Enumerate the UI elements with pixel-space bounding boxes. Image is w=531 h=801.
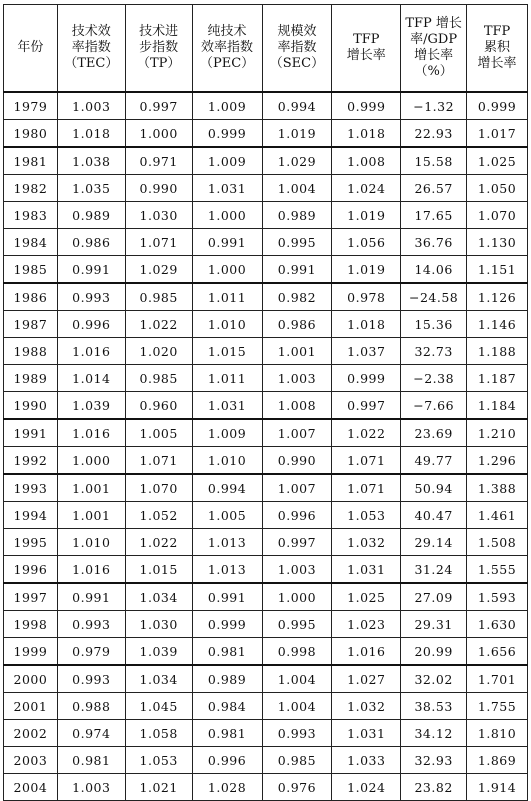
cell-tec: 1.003: [57, 774, 125, 801]
cell-pec: 1.028: [192, 774, 262, 801]
cell-pec: 0.999: [192, 120, 262, 148]
cell-tp: 1.053: [125, 747, 192, 774]
header-tec: 技术效 率指数 （TEC）: [57, 5, 125, 93]
cell-tec: 0.996: [57, 311, 125, 338]
cell-tp: 1.022: [125, 529, 192, 556]
header-tp: 技术进 步指数 （TP）: [125, 5, 192, 93]
cell-tfp-gdp-ratio: 14.06: [401, 256, 467, 284]
tfp-table: [3, 4, 528, 801]
table-row: [4, 283, 528, 311]
cell-tp: 0.971: [125, 147, 192, 175]
cell-tfp-growth: 1.025: [332, 583, 401, 611]
cell-sec: 0.997: [262, 529, 332, 556]
cell-tfp-cumulative: 1.656: [467, 638, 528, 666]
cell-tp: 1.070: [125, 474, 192, 502]
cell-tp: 1.022: [125, 311, 192, 338]
cell-tfp-growth: 1.032: [332, 529, 401, 556]
cell-year: 1981: [4, 147, 58, 175]
cell-tp: 1.000: [125, 120, 192, 148]
cell-tfp-gdp-ratio: 23.69: [401, 419, 467, 447]
header-sec: 规模效 率指数 （SEC）: [262, 5, 332, 93]
cell-pec: 0.996: [192, 747, 262, 774]
cell-sec: 0.996: [262, 502, 332, 529]
table-row: [4, 202, 528, 229]
cell-tp: 0.985: [125, 365, 192, 392]
cell-tfp-growth: 1.032: [332, 693, 401, 720]
cell-tp: 1.034: [125, 665, 192, 693]
cell-pec: 1.010: [192, 311, 262, 338]
cell-tfp-gdp-ratio: −24.58: [401, 283, 467, 311]
cell-sec: 0.982: [262, 283, 332, 311]
cell-tec: 0.991: [57, 583, 125, 611]
table-row: [4, 392, 528, 420]
cell-tec: 1.035: [57, 175, 125, 202]
cell-sec: 0.986: [262, 311, 332, 338]
cell-year: 1990: [4, 392, 58, 420]
cell-pec: 0.981: [192, 720, 262, 747]
cell-tfp-growth: 0.999: [332, 92, 401, 120]
cell-pec: 1.015: [192, 338, 262, 365]
cell-tfp-cumulative: 1.146: [467, 311, 528, 338]
cell-tec: 0.979: [57, 638, 125, 666]
cell-tfp-gdp-ratio: 32.73: [401, 338, 467, 365]
cell-sec: 0.990: [262, 447, 332, 475]
cell-tfp-gdp-ratio: 20.99: [401, 638, 467, 666]
cell-tec: 1.016: [57, 338, 125, 365]
cell-sec: 0.998: [262, 638, 332, 666]
cell-pec: 0.991: [192, 583, 262, 611]
cell-tfp-growth: 1.024: [332, 175, 401, 202]
cell-year: 2003: [4, 747, 58, 774]
cell-tfp-cumulative: 1.187: [467, 365, 528, 392]
cell-tec: 0.993: [57, 665, 125, 693]
cell-tfp-cumulative: 1.130: [467, 229, 528, 256]
cell-tfp-growth: 1.031: [332, 556, 401, 584]
table-row: [4, 229, 528, 256]
cell-sec: 1.004: [262, 175, 332, 202]
table-row: [4, 774, 528, 801]
cell-tp: 1.058: [125, 720, 192, 747]
cell-year: 1979: [4, 92, 58, 120]
cell-sec: 0.985: [262, 747, 332, 774]
cell-pec: 1.031: [192, 175, 262, 202]
cell-year: 1993: [4, 474, 58, 502]
cell-tfp-growth: 1.027: [332, 665, 401, 693]
cell-tfp-gdp-ratio: 34.12: [401, 720, 467, 747]
cell-tec: 1.018: [57, 120, 125, 148]
cell-tp: 1.030: [125, 611, 192, 638]
cell-tfp-cumulative: 1.461: [467, 502, 528, 529]
table-row: [4, 338, 528, 365]
cell-tfp-growth: 1.037: [332, 338, 401, 365]
cell-year: 2000: [4, 665, 58, 693]
cell-sec: 0.976: [262, 774, 332, 801]
cell-tfp-growth: 1.053: [332, 502, 401, 529]
cell-tp: 0.985: [125, 283, 192, 311]
cell-tfp-cumulative: 1.050: [467, 175, 528, 202]
cell-tec: 1.038: [57, 147, 125, 175]
cell-year: 1998: [4, 611, 58, 638]
table-row: [4, 447, 528, 475]
cell-tfp-cumulative: 1.151: [467, 256, 528, 284]
cell-year: 1995: [4, 529, 58, 556]
cell-tfp-growth: 1.031: [332, 720, 401, 747]
cell-tfp-gdp-ratio: 26.57: [401, 175, 467, 202]
cell-tfp-growth: 1.008: [332, 147, 401, 175]
cell-tp: 1.030: [125, 202, 192, 229]
cell-tfp-growth: 1.019: [332, 256, 401, 284]
cell-tec: 1.016: [57, 419, 125, 447]
cell-tp: 1.045: [125, 693, 192, 720]
cell-pec: 1.009: [192, 92, 262, 120]
cell-tfp-growth: 0.997: [332, 392, 401, 420]
cell-tp: 1.015: [125, 556, 192, 584]
cell-tfp-growth: 1.019: [332, 202, 401, 229]
cell-tfp-growth: 1.024: [332, 774, 401, 801]
cell-tp: 1.052: [125, 502, 192, 529]
cell-sec: 1.007: [262, 419, 332, 447]
cell-year: 1988: [4, 338, 58, 365]
cell-tfp-cumulative: 1.017: [467, 120, 528, 148]
cell-sec: 1.003: [262, 556, 332, 584]
cell-tec: 0.986: [57, 229, 125, 256]
table-row: [4, 311, 528, 338]
cell-year: 1991: [4, 419, 58, 447]
cell-tfp-growth: 1.056: [332, 229, 401, 256]
table-row: [4, 665, 528, 693]
cell-tp: 0.997: [125, 92, 192, 120]
cell-tfp-cumulative: 1.188: [467, 338, 528, 365]
cell-tp: 1.005: [125, 419, 192, 447]
cell-pec: 0.989: [192, 665, 262, 693]
cell-pec: 1.031: [192, 392, 262, 420]
cell-year: 1987: [4, 311, 58, 338]
table-row: [4, 529, 528, 556]
cell-tfp-growth: 1.018: [332, 311, 401, 338]
cell-tfp-gdp-ratio: 15.36: [401, 311, 467, 338]
cell-tfp-cumulative: 0.999: [467, 92, 528, 120]
cell-tfp-gdp-ratio: 23.82: [401, 774, 467, 801]
cell-pec: 1.011: [192, 365, 262, 392]
cell-sec: 1.004: [262, 693, 332, 720]
table-row: [4, 92, 528, 120]
cell-tfp-cumulative: 1.630: [467, 611, 528, 638]
cell-tec: 1.016: [57, 556, 125, 584]
cell-sec: 0.995: [262, 229, 332, 256]
cell-tec: 1.000: [57, 447, 125, 475]
cell-tec: 0.989: [57, 202, 125, 229]
table-row: [4, 583, 528, 611]
cell-tec: 1.001: [57, 474, 125, 502]
cell-year: 2001: [4, 693, 58, 720]
cell-tfp-gdp-ratio: 49.77: [401, 447, 467, 475]
cell-year: 1989: [4, 365, 58, 392]
cell-tfp-growth: 0.999: [332, 365, 401, 392]
cell-sec: 1.000: [262, 583, 332, 611]
cell-year: 1985: [4, 256, 58, 284]
cell-tfp-cumulative: 1.508: [467, 529, 528, 556]
cell-tp: 1.039: [125, 638, 192, 666]
cell-tfp-cumulative: 1.184: [467, 392, 528, 420]
cell-tfp-gdp-ratio: 15.58: [401, 147, 467, 175]
cell-tec: 1.014: [57, 365, 125, 392]
cell-tfp-gdp-ratio: 22.93: [401, 120, 467, 148]
cell-tfp-cumulative: 1.701: [467, 665, 528, 693]
cell-tp: 1.071: [125, 447, 192, 475]
cell-year: 1982: [4, 175, 58, 202]
cell-sec: 0.989: [262, 202, 332, 229]
cell-tfp-gdp-ratio: −1.32: [401, 92, 467, 120]
cell-sec: 0.995: [262, 611, 332, 638]
cell-year: 1986: [4, 283, 58, 311]
cell-year: 1999: [4, 638, 58, 666]
table-row: [4, 556, 528, 584]
cell-pec: 1.013: [192, 529, 262, 556]
table-row: [4, 419, 528, 447]
cell-sec: 1.004: [262, 665, 332, 693]
cell-tfp-gdp-ratio: 31.24: [401, 556, 467, 584]
cell-sec: 1.008: [262, 392, 332, 420]
cell-sec: 1.001: [262, 338, 332, 365]
cell-pec: 1.009: [192, 419, 262, 447]
cell-tec: 0.991: [57, 256, 125, 284]
table-row: [4, 747, 528, 774]
cell-tec: 0.974: [57, 720, 125, 747]
cell-tfp-growth: 1.023: [332, 611, 401, 638]
cell-tec: 1.039: [57, 392, 125, 420]
cell-tp: 1.021: [125, 774, 192, 801]
cell-year: 1984: [4, 229, 58, 256]
cell-tfp-growth: 1.071: [332, 474, 401, 502]
header-row: [4, 5, 528, 93]
cell-pec: 1.010: [192, 447, 262, 475]
cell-pec: 1.005: [192, 502, 262, 529]
cell-tfp-cumulative: 1.126: [467, 283, 528, 311]
cell-pec: 0.991: [192, 229, 262, 256]
cell-tp: 0.990: [125, 175, 192, 202]
cell-sec: 1.019: [262, 120, 332, 148]
cell-year: 2002: [4, 720, 58, 747]
header-year: 年份: [4, 5, 58, 93]
cell-tfp-cumulative: 1.070: [467, 202, 528, 229]
table-body: [4, 92, 528, 801]
cell-tec: 0.993: [57, 611, 125, 638]
table-row: [4, 502, 528, 529]
cell-tfp-gdp-ratio: 17.65: [401, 202, 467, 229]
cell-sec: 0.993: [262, 720, 332, 747]
cell-tfp-gdp-ratio: 40.47: [401, 502, 467, 529]
cell-tfp-gdp-ratio: 29.31: [401, 611, 467, 638]
cell-tp: 1.020: [125, 338, 192, 365]
cell-pec: 1.000: [192, 202, 262, 229]
cell-tfp-gdp-ratio: 29.14: [401, 529, 467, 556]
cell-tfp-growth: 1.016: [332, 638, 401, 666]
cell-pec: 1.009: [192, 147, 262, 175]
cell-year: 1980: [4, 120, 58, 148]
cell-tp: 1.034: [125, 583, 192, 611]
cell-tfp-cumulative: 1.755: [467, 693, 528, 720]
cell-tfp-cumulative: 1.869: [467, 747, 528, 774]
cell-sec: 1.007: [262, 474, 332, 502]
table-row: [4, 256, 528, 284]
cell-tec: 1.010: [57, 529, 125, 556]
cell-pec: 0.994: [192, 474, 262, 502]
cell-pec: 1.013: [192, 556, 262, 584]
table-row: [4, 147, 528, 175]
cell-pec: 1.011: [192, 283, 262, 311]
cell-tec: 0.993: [57, 283, 125, 311]
cell-sec: 0.991: [262, 256, 332, 284]
table-row: [4, 720, 528, 747]
cell-tfp-cumulative: 1.555: [467, 556, 528, 584]
cell-year: 1997: [4, 583, 58, 611]
cell-sec: 1.003: [262, 365, 332, 392]
table-row: [4, 175, 528, 202]
cell-tp: 0.960: [125, 392, 192, 420]
cell-tec: 1.001: [57, 502, 125, 529]
cell-tp: 1.071: [125, 229, 192, 256]
cell-tfp-gdp-ratio: 38.53: [401, 693, 467, 720]
table-row: [4, 365, 528, 392]
cell-pec: 0.984: [192, 693, 262, 720]
cell-tfp-cumulative: 1.810: [467, 720, 528, 747]
cell-year: 1983: [4, 202, 58, 229]
cell-tec: 0.981: [57, 747, 125, 774]
cell-tfp-gdp-ratio: 50.94: [401, 474, 467, 502]
cell-tfp-gdp-ratio: −2.38: [401, 365, 467, 392]
cell-year: 1992: [4, 447, 58, 475]
header-pec: 纯技术 效率指数 （PEC）: [192, 5, 262, 93]
table-row: [4, 693, 528, 720]
cell-tfp-growth: 1.022: [332, 419, 401, 447]
cell-tfp-gdp-ratio: 36.76: [401, 229, 467, 256]
cell-pec: 1.000: [192, 256, 262, 284]
cell-year: 2004: [4, 774, 58, 801]
table-row: [4, 474, 528, 502]
cell-tfp-gdp-ratio: 32.93: [401, 747, 467, 774]
header-tfp-gdp-ratio: TFP 增长 率/GDP 增长率 （%）: [401, 5, 467, 93]
cell-tfp-cumulative: 1.388: [467, 474, 528, 502]
cell-tfp-cumulative: 1.210: [467, 419, 528, 447]
cell-pec: 0.981: [192, 638, 262, 666]
table-row: [4, 120, 528, 148]
cell-pec: 0.999: [192, 611, 262, 638]
cell-tfp-gdp-ratio: 32.02: [401, 665, 467, 693]
cell-tfp-cumulative: 1.914: [467, 774, 528, 801]
cell-tfp-cumulative: 1.025: [467, 147, 528, 175]
cell-year: 1996: [4, 556, 58, 584]
cell-tfp-cumulative: 1.593: [467, 583, 528, 611]
cell-sec: 1.029: [262, 147, 332, 175]
cell-sec: 0.994: [262, 92, 332, 120]
cell-tec: 0.988: [57, 693, 125, 720]
cell-tfp-cumulative: 1.296: [467, 447, 528, 475]
cell-tfp-growth: 1.018: [332, 120, 401, 148]
cell-tfp-growth: 1.033: [332, 747, 401, 774]
header-tfp-growth: TFP 增长率: [332, 5, 401, 93]
table-row: [4, 611, 528, 638]
header-tfp-cumulative: TFP 累积 增长率: [467, 5, 528, 93]
cell-tfp-growth: 0.978: [332, 283, 401, 311]
cell-tfp-gdp-ratio: −7.66: [401, 392, 467, 420]
cell-tec: 1.003: [57, 92, 125, 120]
table-row: [4, 638, 528, 666]
cell-tfp-growth: 1.071: [332, 447, 401, 475]
cell-tp: 1.029: [125, 256, 192, 284]
cell-tfp-gdp-ratio: 27.09: [401, 583, 467, 611]
cell-year: 1994: [4, 502, 58, 529]
